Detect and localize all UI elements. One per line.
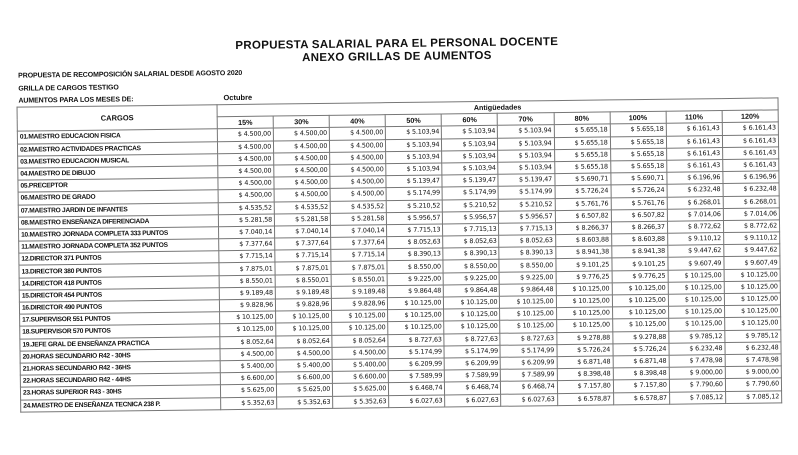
salary-cell: $ 7.157,80 [613,380,669,393]
salary-cell: $ 10.125,00 [556,319,612,332]
salary-cell: $ 9.278,88 [612,331,668,344]
salary-cell: $ 6.268,01 [667,196,723,209]
salary-cell: $ 4.500,00 [330,139,386,152]
salary-cell: $ 6.468,74 [389,382,445,395]
salary-cell: $ 10.125,00 [556,295,612,308]
salary-cell: $ 6.209,99 [501,357,557,370]
salary-cell: $ 10.125,00 [668,306,724,319]
cargo-cell: 04.MAESTRO DE DIBUJO [18,166,218,181]
salary-cell: $ 6.209,99 [388,358,444,371]
salary-cell: $ 5.174,99 [499,186,555,199]
cargos-header: CARGOS [17,105,217,132]
salary-cell: $ 7.157,80 [557,380,613,393]
salary-cell: $ 8.772,62 [723,220,779,233]
percentage-header: 120% [722,110,778,123]
salary-cell: $ 7.014,06 [667,208,723,221]
salary-cell: $ 10.125,00 [724,281,780,294]
salary-cell: $ 9.828,96 [332,298,388,311]
table-body [17,122,781,412]
document-subtitle: ANEXO GRILLAS DE AUMENTOS [302,49,492,65]
cargo-cell: 11.MAESTRO JORNADA COMPLETA 352 PUNTOS [19,239,219,254]
salary-cell: $ 4.500,00 [220,348,276,361]
salary-cell: $ 9.776,25 [612,270,668,283]
salary-cell: $ 10.125,00 [668,294,724,307]
salary-cell: $ 5.103,94 [442,150,498,163]
salary-cell: $ 9.776,25 [556,271,612,284]
proposal-line: PROPUESTA DE RECOMPOSICIÓN SALARIAL DESDE AGOSTO 2020 [18,69,243,80]
salary-cell: $ 10.125,00 [668,269,724,282]
salary-cell: $ 10.125,00 [668,281,724,294]
salary-cell: $ 7.040,14 [331,225,387,238]
salary-cell: $ 10.125,00 [725,317,781,330]
cargo-cell: 16.DIRECTOR 490 PUNTOS [19,300,219,315]
salary-cell: $ 8.266,37 [555,222,611,235]
salary-cell: $ 9.110,12 [667,233,723,246]
salary-cell: $ 6.232,48 [723,183,779,196]
document-title: PROPUESTA SALARIAL PARA EL PERSONAL DOCENTE [235,36,559,52]
salary-cell: $ 9.225,00 [387,273,443,286]
salary-cell: $ 6.871,48 [557,356,613,369]
salary-cell: $ 9.225,00 [443,272,499,285]
salary-cell: $ 10.125,00 [388,297,444,310]
salary-cell: $ 10.125,00 [612,294,668,307]
salary-cell: $ 10.125,00 [220,311,276,324]
salary-cell: $ 5.281,58 [331,212,387,225]
salary-cell: $ 9.225,00 [500,271,556,284]
salary-cell: $ 6.600,00 [220,372,276,385]
salary-cell: $ 7.875,01 [275,262,331,275]
salary-cell: $ 9.110,12 [723,232,779,245]
salary-cell: $ 10.125,00 [444,321,500,334]
cargo-cell: 15.DIRECTOR 454 PUNTOS [19,288,219,303]
salary-cell: $ 6.268,01 [723,195,779,208]
salary-cell: $ 5.139,47 [498,174,554,187]
salary-cell: $ 6.871,48 [613,355,669,368]
salary-cell: $ 9.607,49 [668,257,724,270]
months-label: AUMENTOS PARA LOS MESES DE: [18,96,134,105]
salary-cell: $ 10.125,00 [724,305,780,318]
salary-cell: $ 5.726,24 [555,185,611,198]
salary-cell: $ 5.103,94 [442,126,498,139]
salary-cell: $ 6.507,82 [611,209,667,222]
salary-cell: $ 6.232,48 [667,184,723,197]
salary-cell: $ 6.578,87 [613,392,669,405]
salary-cell: $ 4.535,52 [218,202,274,215]
cargo-cell: 17.SUPERVISOR 551 PUNTOS [20,312,220,327]
salary-cell: $ 4.500,00 [274,164,330,177]
salary-cell: $ 7.715,13 [387,224,443,237]
salary-cell: $ 9.785,12 [725,329,781,342]
salary-cell: $ 5.761,76 [555,197,611,210]
salary-cell: $ 10.125,00 [724,268,780,281]
cargo-cell: 03.MAESTRO EDUCACION MUSICAL [18,153,218,168]
salary-cell: $ 5.655,18 [610,136,666,149]
salary-cell: $ 4.500,00 [273,128,329,141]
cargo-cell: 02.MAESTRO ACTIVIDADES PRACTICAS [17,141,217,156]
salary-cell: $ 5.400,00 [276,359,332,372]
salary-cell: $ 5.210,52 [443,199,499,212]
salary-cell: $ 5.174,99 [500,344,556,357]
salary-cell: $ 5.655,18 [610,160,666,173]
salary-cell: $ 5.103,94 [498,149,554,162]
percentage-header: 60% [442,113,498,126]
salary-cell: $ 4.500,00 [217,128,273,141]
salary-cell: $ 8.941,38 [555,246,611,259]
salary-cell: $ 8.052,64 [220,336,276,349]
salary-cell: $ 10.125,00 [388,321,444,334]
salary-cell: $ 5.655,18 [610,148,666,161]
salary-cell: $ 4.500,00 [218,177,274,190]
salary-cell: $ 6.507,82 [555,210,611,223]
salary-cell: $ 8.390,13 [387,248,443,261]
percentage-header: 80% [554,112,610,125]
salary-cell: $ 6.600,00 [332,371,388,384]
salary-cell: $ 6.578,87 [557,392,613,405]
salary-cell: $ 10.125,00 [332,310,388,323]
salary-cell: $ 8.266,37 [611,221,667,234]
salary-cell: $ 8.052,64 [332,334,388,347]
cargo-cell: 07.MAESTRO JARDIN DE INFANTES [18,202,218,217]
salary-cell: $ 8.398,48 [557,368,613,381]
salary-cell: $ 6.232,48 [669,342,725,355]
salary-cell: $ 7.589,99 [445,369,501,382]
cargo-cell: 23.HORAS SUPERIOR R43 - 30HS [20,385,220,400]
salary-cell: $ 7.715,14 [219,250,275,263]
salary-cell: $ 6.027,63 [501,393,557,406]
salary-cell: $ 5.352,63 [277,396,333,409]
cargo-cell: 01.MAESTRO EDUCACION FISICA [17,129,217,144]
salary-cell: $ 10.125,00 [556,283,612,296]
salary-cell: $ 8.550,01 [331,273,387,286]
salary-cell: $ 4.500,00 [218,165,274,178]
salary-cell: $ 5.400,00 [220,360,276,373]
salary-cell: $ 9.189,48 [275,286,331,299]
salary-cell: $ 9.000,00 [725,366,781,379]
salary-cell: $ 10.125,00 [388,309,444,322]
salary-cell: $ 6.468,74 [501,381,557,394]
salary-cell: $ 9.189,48 [331,285,387,298]
salary-cell: $ 9.189,48 [219,287,275,300]
antiguedades-header: Antigüedades [217,98,778,117]
salary-cell: $ 7.478,98 [725,354,781,367]
cargo-cell: 18.SUPERVISOR 570 PUNTOS [20,324,220,339]
salary-cell: $ 7.589,99 [501,369,557,382]
salary-cell: $ 4.500,00 [274,140,330,153]
salary-cell: $ 9.607,49 [724,256,780,269]
salary-cell: $ 5.625,00 [277,384,333,397]
salary-cell: $ 5.625,00 [333,383,389,396]
salary-cell: $ 4.500,00 [330,188,386,201]
salary-cell: $ 5.139,47 [386,175,442,188]
salary-cell: $ 7.875,01 [331,261,387,274]
salary-cell: $ 4.500,00 [329,127,385,140]
salary-cell: $ 8.550,00 [387,260,443,273]
salary-cell: $ 5.352,63 [221,397,277,410]
salary-cell: $ 4.500,00 [274,176,330,189]
salary-cell: $ 5.103,94 [442,162,498,175]
salary-cell: $ 8.603,88 [555,234,611,247]
salary-cell: $ 10.125,00 [500,320,556,333]
salary-cell: $ 5.690,71 [611,172,667,185]
salary-cell: $ 5.625,00 [220,384,276,397]
cargo-cell: 24.MAESTRO DE ENSEÑANZA TECNICA 238 P. [21,397,221,412]
salary-cell: $ 8.052,64 [276,335,332,348]
cargo-cell: 22.HORAS SECUNDARIO R42 - 44HS [20,373,220,388]
salary-cell: $ 9.101,25 [612,258,668,271]
salary-cell: $ 7.790,60 [725,378,781,391]
salary-cell: $ 8.603,88 [611,233,667,246]
cargo-cell: 12.DIRECTOR 371 PUNTOS [19,251,219,266]
salary-cell: $ 5.210,52 [499,198,555,211]
salary-cell: $ 10.125,00 [556,307,612,320]
salary-cell: $ 5.956,57 [387,212,443,225]
salary-cell: $ 5.103,94 [386,151,442,164]
salary-cell: $ 4.500,00 [332,346,388,359]
salary-cell: $ 8.727,63 [500,332,556,345]
salary-cell: $ 5.174,99 [442,187,498,200]
salary-cell: $ 5.174,99 [444,345,500,358]
salary-cell: $ 6.161,43 [722,122,778,135]
salary-cell: $ 5.139,47 [442,174,498,187]
salary-cell: $ 7.377,64 [275,237,331,250]
salary-cell: $ 10.125,00 [612,319,668,332]
salary-cell: $ 5.210,52 [386,199,442,212]
salary-cell: $ 6.161,43 [722,134,778,147]
salary-cell: $ 5.726,24 [611,185,667,198]
salary-cell: $ 4.500,00 [330,151,386,164]
salary-cell: $ 8.941,38 [611,245,667,258]
salary-cell: $ 5.690,71 [554,173,610,186]
salary-cell: $ 7.478,98 [669,354,725,367]
salary-cell: $ 9.000,00 [669,367,725,380]
salary-cell: $ 7.040,14 [219,226,275,239]
salary-cell: $ 8.550,00 [443,260,499,273]
salary-cell: $ 7.040,14 [275,225,331,238]
salary-cell: $ 10.125,00 [612,306,668,319]
salary-cell: $ 4.500,00 [330,176,386,189]
salary-cell: $ 7.715,14 [275,250,331,263]
salary-cell: $ 9.785,12 [669,330,725,343]
salary-cell: $ 5.103,94 [498,125,554,138]
salary-cell: $ 7.377,64 [219,238,275,251]
salary-cell: $ 6.161,43 [723,159,779,172]
salary-cell: $ 6.027,63 [445,394,501,407]
cargo-cell: 13.DIRECTOR 380 PUNTOS [19,263,219,278]
salary-cell: $ 6.196,96 [723,171,779,184]
cargo-cell: 19.JEFE GRAL DE ENSEÑANZA PRACTICA [20,336,220,351]
salary-cell: $ 4.500,00 [274,152,330,165]
salary-cell: $ 5.655,18 [610,124,666,137]
salary-cell: $ 9.101,25 [555,258,611,271]
salary-cell: $ 9.828,96 [219,299,275,312]
salary-cell: $ 9.447,62 [724,244,780,257]
percentage-header: 15% [217,116,273,129]
cargo-cell: 20.HORAS SECUNDARIO R42 - 30HS [20,348,220,363]
salary-cell: $ 7.715,14 [331,249,387,262]
salary-cell: $ 6.209,99 [445,357,501,370]
salary-cell: $ 9.864,48 [500,283,556,296]
salary-cell: $ 5.174,99 [386,187,442,200]
salary-cell: $ 5.103,94 [498,162,554,175]
salary-cell: $ 6.196,96 [667,172,723,185]
cargo-cell: 05.PRECEPTOR [18,178,218,193]
salary-cell: $ 5.726,24 [613,343,669,356]
salary-cell: $ 6.161,43 [666,147,722,160]
salary-cell: $ 5.352,63 [333,395,389,408]
salary-cell: $ 5.655,18 [554,161,610,174]
salary-cell: $ 4.535,52 [274,201,330,214]
salary-cell: $ 10.125,00 [276,323,332,336]
salary-cell: $ 4.500,00 [274,189,330,202]
salary-cell: $ 10.125,00 [444,308,500,321]
salary-cell: $ 7.085,12 [725,390,781,403]
salary-cell: $ 5.956,57 [499,210,555,223]
salary-cell: $ 5.174,99 [388,346,444,359]
salary-cell: $ 6.161,43 [722,147,778,160]
cargo-cell: 08.MAESTRO ENSEÑANZA DIFERENCIADA [18,214,218,229]
salary-cell: $ 4.500,00 [218,153,274,166]
salary-cell: $ 6.027,63 [389,394,445,407]
salary-table [17,97,783,412]
salary-cell: $ 5.655,18 [554,149,610,162]
cargo-cell: 10.MAESTRO JORNADA COMPLETA 333 PUNTOS [19,227,219,242]
salary-cell: $ 9.864,48 [388,285,444,298]
salary-cell: $ 7.589,99 [389,370,445,383]
salary-cell: $ 5.281,58 [274,213,330,226]
salary-cell: $ 4.535,52 [330,200,386,213]
percentage-header: 110% [666,111,722,124]
salary-cell: $ 8.550,01 [219,275,275,288]
salary-cell: $ 7.014,06 [723,208,779,221]
salary-cell: $ 7.715,13 [443,223,499,236]
salary-cell: $ 8.727,63 [388,334,444,347]
salary-cell: $ 7.085,12 [669,391,725,404]
cargo-cell: 21.HORAS SECUNDARIO R42 - 36HS [20,361,220,376]
salary-cell: $ 10.125,00 [668,318,724,331]
salary-cell: $ 4.500,00 [218,189,274,202]
salary-cell: $ 10.125,00 [500,296,556,309]
percentage-header: 40% [329,115,385,128]
salary-cell: $ 5.281,58 [218,214,274,227]
cargo-cell: 06.MAESTRO DE GRADO [18,190,218,205]
salary-cell: $ 9.828,96 [275,298,331,311]
salary-cell: $ 8.398,48 [613,367,669,380]
salary-cell: $ 7.377,64 [331,237,387,250]
salary-cell: $ 8.390,13 [443,248,499,261]
salary-cell: $ 8.550,00 [499,259,555,272]
salary-cell: $ 4.500,00 [330,164,386,177]
salary-cell: $ 6.161,43 [666,123,722,136]
salary-cell: $ 7.875,01 [219,262,275,275]
salary-cell: $ 10.125,00 [612,282,668,295]
salary-cell: $ 9.447,62 [668,245,724,258]
salary-cell: $ 9.278,88 [556,331,612,344]
salary-cell: $ 5.956,57 [443,211,499,224]
salary-cell: $ 4.500,00 [217,141,273,154]
salary-cell: $ 5.103,94 [386,139,442,152]
salary-cell: $ 5.655,18 [554,136,610,149]
percentage-header: 50% [385,114,441,127]
salary-cell: $ 6.468,74 [445,382,501,395]
salary-cell: $ 8.772,62 [667,220,723,233]
salary-cell: $ 10.125,00 [220,323,276,336]
salary-cell: $ 5.103,94 [498,137,554,150]
salary-cell: $ 8.052,63 [499,235,555,248]
salary-cell: $ 6.600,00 [276,371,332,384]
salary-cell: $ 5.103,94 [386,163,442,176]
salary-cell: $ 10.125,00 [500,308,556,321]
salary-cell: $ 8.550,01 [275,274,331,287]
salary-cell: $ 8.390,13 [499,247,555,260]
salary-cell: $ 5.761,76 [611,197,667,210]
salary-cell: $ 8.727,63 [444,333,500,346]
salary-cell: $ 6.232,48 [725,342,781,355]
salary-cell: $ 7.715,13 [499,222,555,235]
salary-cell: $ 10.125,00 [276,311,332,324]
percentage-header: 100% [610,111,666,124]
salary-cell: $ 5.655,18 [554,124,610,137]
salary-cell: $ 5.400,00 [332,359,388,372]
salary-cell: $ 5.103,94 [386,126,442,139]
salary-cell: $ 7.790,60 [669,379,725,392]
salary-cell: $ 4.500,00 [276,347,332,360]
cargo-cell: 14.DIRECTOR 418 PUNTOS [19,275,219,290]
salary-cell: $ 5.103,94 [442,138,498,151]
salary-cell: $ 5.726,24 [557,344,613,357]
salary-cell: $ 8.052,63 [443,235,499,248]
salary-cell: $ 6.161,43 [666,135,722,148]
salary-cell: $ 9.864,48 [444,284,500,297]
salary-cell: $ 10.125,00 [444,296,500,309]
salary-cell: $ 10.125,00 [724,293,780,306]
salary-cell: $ 10.125,00 [332,322,388,335]
percentage-header: 70% [498,113,554,126]
grid-line: GRILLA DE CARGOS TESTIGO [18,84,119,93]
salary-cell: $ 8.052,63 [387,236,443,249]
percentage-header: 30% [273,116,329,129]
month-value: Octubre [223,92,253,103]
salary-cell: $ 6.161,43 [666,159,722,172]
